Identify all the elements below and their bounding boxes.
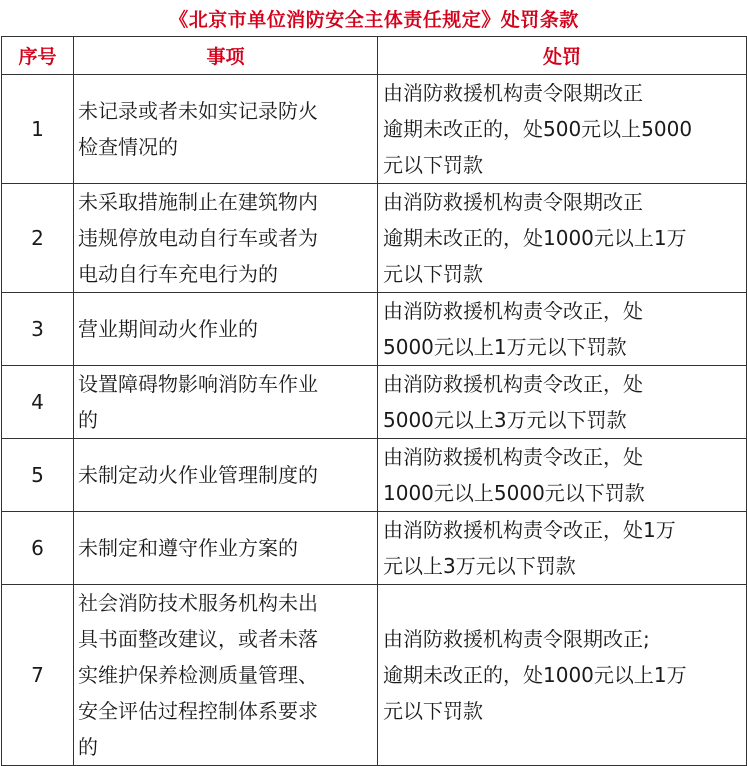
- item-cell: [74, 293, 378, 366]
- header-item: 事项: [74, 37, 378, 75]
- penalty-line: 5000元以上3万元以下罚款: [383, 408, 627, 432]
- item-cell: [74, 366, 378, 439]
- penalty-line: 5000元以上1万元以下罚款: [383, 335, 627, 359]
- penalty-line: 由消防救援机构责令改正，处: [383, 372, 643, 396]
- penalty-table: [1, 0, 747, 766]
- penalty-line: 由消防救援机构责令改正，处: [383, 445, 643, 469]
- item-line: 具书面整改建议，或者未落: [78, 627, 318, 651]
- penalty-line: 由消防救援机构责令改正，处1万: [383, 518, 676, 542]
- item-line: 电动自行车充电行为的: [78, 262, 278, 286]
- penalty-line: 逾期未改正的，处1000元以上1万: [383, 226, 687, 250]
- item-line: 的: [78, 408, 98, 432]
- penalty-line: 逾期未改正的，处500元以上5000: [383, 117, 693, 141]
- penalty-cell: [378, 585, 747, 766]
- item-cell: [74, 184, 378, 293]
- penalty-line: 逾期未改正的，处1000元以上1万: [383, 663, 687, 687]
- item-line: 未制定动火作业管理制度的: [78, 463, 318, 487]
- table-title: 《北京市单位消防安全主体责任规定》处罚条款: [169, 8, 579, 31]
- penalty-line: 1000元以上5000元以下罚款: [383, 481, 645, 505]
- penalty-line: 由消防救援机构责令改正，处: [383, 299, 643, 323]
- penalty-cell: [378, 439, 747, 512]
- penalty-cell: [378, 184, 747, 293]
- table-row: [2, 366, 747, 439]
- item-line: 未记录或者未如实记录防火: [78, 99, 318, 123]
- header-row: [2, 37, 747, 75]
- item-line: 实维护保养检测质量管理、: [78, 663, 318, 687]
- row-number: 3: [2, 293, 74, 366]
- header-no: 序号: [2, 37, 74, 75]
- item-line: 违规停放电动自行车或者为: [78, 226, 318, 250]
- table-row: [2, 585, 747, 766]
- penalty-line: 元以下罚款: [383, 699, 483, 723]
- penalty-line: 由消防救援机构责令限期改正: [383, 190, 643, 214]
- item-line: 设置障碍物影响消防车作业: [78, 372, 318, 396]
- item-line: 未采取措施制止在建筑物内: [78, 190, 318, 214]
- item-cell: [74, 75, 378, 184]
- item-line: 社会消防技术服务机构未出: [78, 591, 318, 615]
- table-row: [2, 184, 747, 293]
- table-row: [2, 75, 747, 184]
- penalty-cell: [378, 512, 747, 585]
- table-row: [2, 439, 747, 512]
- penalty-cell: [378, 75, 747, 184]
- item-cell: [74, 585, 378, 766]
- table-row: [2, 293, 747, 366]
- item-line: 安全评估过程控制体系要求: [78, 699, 318, 723]
- row-number: 7: [2, 585, 74, 766]
- item-cell: [74, 439, 378, 512]
- row-number: 6: [2, 512, 74, 585]
- penalty-line: 元以下罚款: [383, 262, 483, 286]
- header-penalty: 处罚: [378, 37, 747, 75]
- item-line: 未制定和遵守作业方案的: [78, 536, 298, 560]
- penalty-cell: [378, 293, 747, 366]
- table-row: [2, 512, 747, 585]
- penalty-line: 由消防救援机构责令限期改正;: [383, 627, 650, 651]
- item-line: 的: [78, 735, 98, 759]
- row-number: 5: [2, 439, 74, 512]
- item-line: 营业期间动火作业的: [78, 317, 258, 341]
- title-row: [2, 0, 747, 37]
- penalty-line: 元以下罚款: [383, 153, 483, 177]
- item-line: 检查情况的: [78, 135, 178, 159]
- penalty-line: 由消防救援机构责令限期改正: [383, 81, 643, 105]
- row-number: 2: [2, 184, 74, 293]
- row-number: 4: [2, 366, 74, 439]
- penalty-cell: [378, 366, 747, 439]
- row-number: 1: [2, 75, 74, 184]
- item-cell: [74, 512, 378, 585]
- penalty-line: 元以上3万元以下罚款: [383, 554, 576, 578]
